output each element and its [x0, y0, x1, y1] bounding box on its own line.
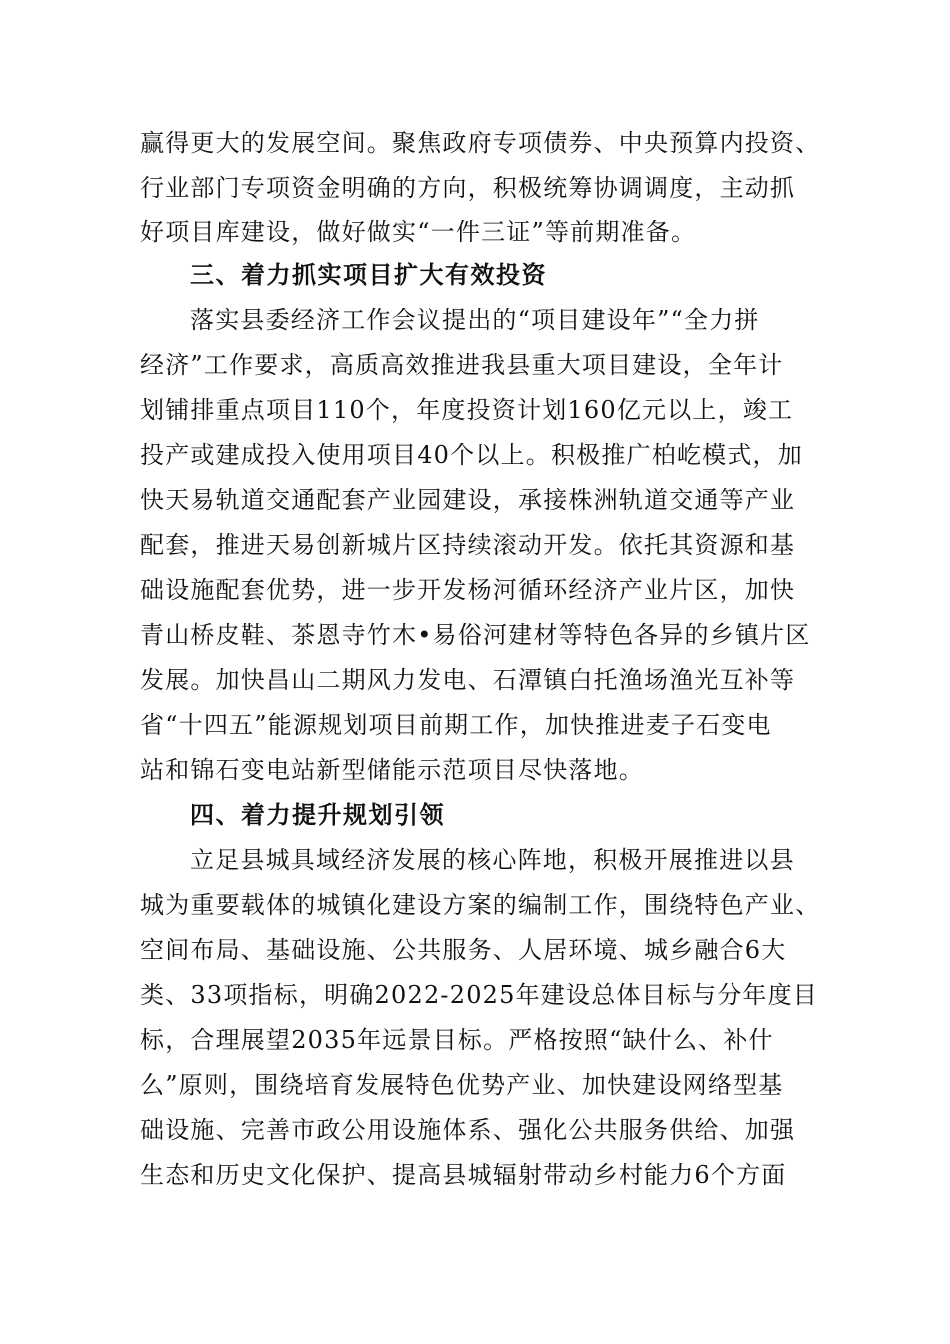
text-line: 好项目库建设，做好做实“一件三证”等前期准备。	[140, 218, 697, 246]
text-line: 城为重要载体的城镇化建设方案的编制工作，围绕特色产业、	[140, 891, 821, 919]
text-line: 青山桥皮鞋、茶恩寺竹木•易俗河建材等特色各异的乡镇片区	[140, 621, 811, 649]
text-line: 行业部门专项资金明确的方向，积极统筹协调调度，主动抓	[140, 174, 796, 202]
text-line: 发展。加快昌山二期风力发电、石潭镇白托渔场渔光互补等	[140, 666, 796, 694]
text-line: 么”原则，围绕培育发展特色优势产业、加快建设网络型基	[140, 1071, 784, 1099]
text-line: 配套，推进天易创新城片区持续滚动开发。依托其资源和基	[140, 531, 796, 559]
text-line: 生态和历史文化保护、提高县城辐射带动乡村能力6个方面	[140, 1161, 787, 1189]
text-line: 省“十四五”能源规划项目前期工作，加快推进麦子石变电	[140, 711, 772, 739]
text-line: 站和锦石变电站新型储能示范项目尽快落地。	[140, 756, 644, 784]
text-line: 立足县城具域经济发展的核心阵地，积极开展推进以县	[190, 846, 795, 874]
text-line: 投产或建成投入使用项目40个以上。积极推广柏屹模式，加	[140, 441, 803, 469]
text-line: 标，合理展望2035年远景目标。严格按照“缺什么、补什	[140, 1026, 774, 1054]
section-heading: 四、着力提升规划引领	[190, 801, 445, 829]
text-line: 空间布局、基础设施、公共服务、人居环境、城乡融合6大	[140, 936, 787, 964]
text-line: 赢得更大的发展空间。聚焦政府专项债券、中央预算内投资、	[140, 129, 821, 157]
text-line: 经济”工作要求，高质高效推进我县重大项目建设，全年计	[140, 351, 784, 379]
text-line: 础设施配套优势，进一步开发杨河循环经济产业片区，加快	[140, 576, 796, 604]
section-heading: 三、着力抓实项目扩大有效投资	[190, 261, 547, 289]
text-line: 类、33项指标，明确2022-2025年建设总体目标与分年度目	[140, 981, 819, 1009]
text-line: 快天易轨道交通配套产业园建设，承接株洲轨道交通等产业	[140, 486, 796, 514]
text-line: 落实县委经济工作会议提出的“项目建设年”“全力拼	[190, 306, 760, 334]
text-line: 础设施、完善市政公用设施体系、强化公共服务供给、加强	[140, 1116, 796, 1144]
text-line: 划铺排重点项目110个，年度投资计划160亿元以上，竣工	[140, 396, 794, 424]
